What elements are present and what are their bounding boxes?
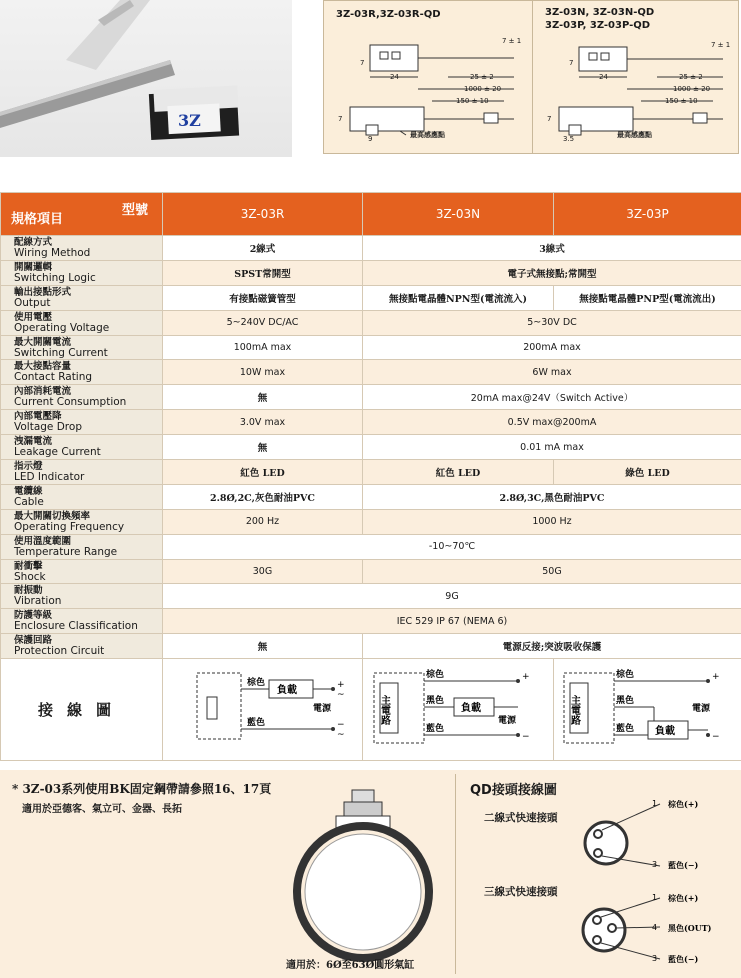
spec-value-03np: 電子式無接點;常開型 xyxy=(363,260,741,285)
spec-label-en: Current Consumption xyxy=(14,396,127,409)
spec-value-03r: 無 xyxy=(163,634,363,659)
spec-label-en: Vibration xyxy=(14,595,62,608)
sense-point-label-b: 最高感應點 xyxy=(617,130,652,139)
wiring-svg-03p xyxy=(558,663,738,753)
spec-label-zh: 使用溫度範圍 xyxy=(14,535,72,547)
qd2-pin3-label: 藍色(−) xyxy=(668,860,699,870)
photo-logo-text: 3Z xyxy=(178,111,201,130)
spec-label-zh: 保護回路 xyxy=(14,635,53,647)
spec-value-03np: 電源反接;突波吸收保護 xyxy=(363,634,741,659)
spec-label-zh: 內部電壓降 xyxy=(14,411,62,423)
load-03n: 負載 xyxy=(461,703,481,715)
wire-blue-03n: 藍色 xyxy=(426,724,445,735)
wire-blue-03p: 藍色 xyxy=(615,724,634,735)
power-03n: 電源 xyxy=(498,716,517,727)
spec-label xyxy=(1,559,163,584)
spec-row xyxy=(1,559,741,584)
spec-label-zh: 洩漏電流 xyxy=(14,436,53,448)
dim-7-1: 7 ± 1 xyxy=(502,37,522,45)
dimension-drawings xyxy=(323,0,739,154)
wire-black-03p: 黑色 xyxy=(615,696,634,707)
spec-value-03np: 2.8Ø,3C,黑色耐油PVC xyxy=(363,484,741,509)
spec-value-03np: 5~30V DC xyxy=(363,310,741,335)
dim-7-1b: 7 ± 1 xyxy=(711,41,731,49)
spec-label-zh: 耐振動 xyxy=(14,585,43,597)
dim-drawing-03r xyxy=(324,1,530,153)
spec-row xyxy=(1,360,741,385)
spec-value-03r: 2.8Ø,2C,灰色耐油PVC xyxy=(163,484,363,509)
wiring-diagram-03p xyxy=(554,659,741,761)
main-circuit-03n: 主電路 xyxy=(378,695,390,726)
spec-value-03np: 6W max xyxy=(363,360,741,385)
spec-value-all: -10~70℃ xyxy=(163,534,741,559)
spec-value-03r: 100mA max xyxy=(163,335,363,360)
spec-label-zh: 配線方式 xyxy=(14,236,53,248)
dim-title-03n: 3Z-03N, 3Z-03N-QD xyxy=(545,7,655,18)
plus-03p: + xyxy=(711,672,720,683)
qd-connector-diagrams xyxy=(560,800,740,978)
spec-row xyxy=(1,509,741,534)
dim-25: 25 ± 2 xyxy=(470,73,494,81)
spec-value-all: 9G xyxy=(163,584,741,609)
spec-row xyxy=(1,435,741,460)
wiring-row xyxy=(1,659,741,761)
spec-label-zh: 使用電壓 xyxy=(14,311,53,323)
wire-black-03n: 黑色 xyxy=(426,696,445,707)
load-03r: 負載 xyxy=(276,685,297,697)
spec-label xyxy=(1,534,163,559)
spec-label-en: Temperature Range xyxy=(14,545,118,558)
qd2-pin1-number: 1 xyxy=(652,800,658,808)
spec-label-zh: 最大開關電流 xyxy=(14,336,72,348)
spec-label xyxy=(1,285,163,310)
spec-label-en: Voltage Drop xyxy=(14,421,82,434)
corner-model-label: 型號 xyxy=(121,203,148,218)
spec-label-en: Wiring Method xyxy=(14,246,91,259)
wiring-svg-03r xyxy=(173,663,353,753)
product-photo xyxy=(0,0,292,157)
spec-label-zh: 輸出接點形式 xyxy=(14,286,72,298)
spec-value-03r: 2線式 xyxy=(163,236,363,261)
spec-label-en: Output xyxy=(14,296,51,309)
main-circuit-03p: 主電路 xyxy=(568,695,579,726)
dim-7c: 7 xyxy=(569,59,574,67)
spec-label-zh: 最大開關切換頻率 xyxy=(14,510,91,522)
spec-label xyxy=(1,460,163,485)
spec-value-03np: 0.01 mA max xyxy=(363,435,741,460)
qd2-pin3-number: 3 xyxy=(652,860,658,869)
spec-row xyxy=(1,410,741,435)
dim-7: 7 xyxy=(360,59,365,67)
tilde-03r-bottom: ~ xyxy=(336,730,345,741)
two-wire-label: 二線式快速接頭 xyxy=(484,812,558,824)
spec-label-en: Operating Frequency xyxy=(14,520,125,533)
spec-value-03np: 50G xyxy=(363,559,741,584)
spec-label xyxy=(1,634,163,659)
spec-label xyxy=(1,509,163,534)
dim-1000b: 1000 ± 20 xyxy=(673,85,711,93)
spec-label xyxy=(1,609,163,634)
dim-title-03p: 3Z-03P, 3Z-03P-QD xyxy=(545,20,651,31)
spec-row xyxy=(1,609,741,634)
spec-value-03np: 1000 Hz xyxy=(363,509,741,534)
spec-value-03r: 3.0V max xyxy=(163,410,363,435)
bottom-divider xyxy=(455,774,456,974)
spec-label-zh: 電纜線 xyxy=(14,485,43,497)
spec-row xyxy=(1,385,741,410)
minus-03p: − xyxy=(711,732,720,743)
spec-label xyxy=(1,385,163,410)
qd3-pin4-number: 4 xyxy=(652,923,658,932)
model-header-03r: 3Z-03R xyxy=(163,193,363,236)
spec-label-en: Switching Current xyxy=(14,346,108,359)
spec-label xyxy=(1,310,163,335)
spec-row xyxy=(1,460,741,485)
dim-1000: 1000 ± 20 xyxy=(464,85,502,93)
wiring-label: 接線圖 xyxy=(1,659,163,761)
spec-row xyxy=(1,634,741,659)
sense-point-label: 最高感應點 xyxy=(410,130,445,139)
spec-label-zh: 最大接點容量 xyxy=(14,361,72,373)
spec-label xyxy=(1,435,163,460)
dim-drawing-03np xyxy=(532,1,739,153)
wire-blue-03r: 藍色 xyxy=(246,718,265,729)
plus-03n: + xyxy=(522,672,530,683)
spec-label-en: Leakage Current xyxy=(14,446,101,459)
spec-label-en: Enclosure Classification xyxy=(14,620,138,633)
spec-label-en: Shock xyxy=(14,570,46,583)
spec-label-zh: 指示燈 xyxy=(14,460,43,472)
spec-value-03n: 紅色 LED xyxy=(363,460,554,485)
spec-label-zh: 開關邏輯 xyxy=(14,261,53,273)
wiring-diagram-03r xyxy=(163,659,363,761)
spec-row xyxy=(1,335,741,360)
spec-label-en: Switching Logic xyxy=(14,271,96,284)
dim-150b: 150 ± 10 xyxy=(665,97,698,105)
spec-row xyxy=(1,236,741,261)
load-03p: 負載 xyxy=(654,726,675,738)
spec-value-03p: 無接點電晶體PNP型(電流流出) xyxy=(554,285,741,310)
spec-row xyxy=(1,534,741,559)
power-03r: 電源 xyxy=(312,704,331,715)
spec-label xyxy=(1,410,163,435)
qd-title: QD接頭接線圖 xyxy=(470,783,557,798)
spec-value-03r: 無 xyxy=(163,435,363,460)
note-sub: 適用於亞德客、氣立可、金器、長拓 xyxy=(22,804,182,815)
wiring-svg-03n xyxy=(368,663,548,753)
qd3-pin4-label: 黑色(OUT) xyxy=(668,923,712,933)
sensor-photo-illustration xyxy=(0,0,292,157)
corner-spec-label: 規格項目 xyxy=(11,212,64,227)
table-corner xyxy=(1,193,163,236)
spec-value-03r: 200 Hz xyxy=(163,509,363,534)
spec-value-03p: 綠色 LED xyxy=(554,460,741,485)
spec-label-zh: 內部消耗電流 xyxy=(14,386,72,398)
spec-label-en: LED Indicator xyxy=(14,470,85,483)
spec-value-03np: 20mA max@24V（Switch Active） xyxy=(363,385,741,410)
spec-label-en: Cable xyxy=(14,495,44,508)
spec-row xyxy=(1,285,741,310)
spec-value-03r: 有接點磁簧管型 xyxy=(163,285,363,310)
dim-7d: 7 xyxy=(547,115,552,123)
spec-row xyxy=(1,484,741,509)
dim-35: 3.5 xyxy=(563,135,575,143)
spec-value-03r: 紅色 LED xyxy=(163,460,363,485)
spec-value-03r: 10W max xyxy=(163,360,363,385)
minus-03n: − xyxy=(522,732,530,743)
spec-label-zh: 耐衝擊 xyxy=(14,560,43,572)
dim-9: 9 xyxy=(368,135,373,143)
spec-value-03np: 3線式 xyxy=(363,236,741,261)
plus-03r: + xyxy=(336,680,345,691)
spec-label xyxy=(1,360,163,385)
dim-24: 24 xyxy=(390,73,399,81)
dim-150: 150 ± 10 xyxy=(456,97,489,105)
spec-label-en: Operating Voltage xyxy=(14,321,110,334)
spec-value-all: IEC 529 IP 67 (NEMA 6) xyxy=(163,609,741,634)
wire-brown-03n: 棕色 xyxy=(426,670,445,681)
spec-table xyxy=(0,192,741,761)
spec-value-03r: 30G xyxy=(163,559,363,584)
tilde-03r-top: ~ xyxy=(336,690,345,701)
spec-row xyxy=(1,584,741,609)
spec-label xyxy=(1,335,163,360)
wire-brown-03p: 棕色 xyxy=(615,670,634,681)
spec-value-03n: 無接點電晶體NPN型(電流流入) xyxy=(363,285,554,310)
spec-label xyxy=(1,260,163,285)
dim-24b: 24 xyxy=(599,73,608,81)
spec-label-zh: 防護等級 xyxy=(14,610,53,622)
spec-label xyxy=(1,484,163,509)
spec-label-en: Protection Circuit xyxy=(14,645,105,658)
dim-25b: 25 ± 2 xyxy=(679,73,703,81)
spec-value-03r: 5~240V DC/AC xyxy=(163,310,363,335)
dim-title-03r: 3Z-03R,3Z-03R-QD xyxy=(336,9,441,20)
power-03p: 電源 xyxy=(691,704,710,715)
qd3-pin1-label: 棕色(+) xyxy=(668,893,699,903)
model-header-03n: 3Z-03N xyxy=(363,193,554,236)
note-title: * 3Z-03系列使用BK固定鋼帶請參照16、17頁 xyxy=(12,782,272,796)
model-header-03p: 3Z-03P xyxy=(554,193,741,236)
spec-value-03r: SPST常開型 xyxy=(163,260,363,285)
spec-value-03r: 無 xyxy=(163,385,363,410)
note-title-text: 3Z-03系列使用BK固定鋼帶請參照16、17頁 xyxy=(22,782,272,796)
qd2-pin1-label: 棕色(+) xyxy=(668,800,699,809)
qd3-pin3-number: 3 xyxy=(652,954,658,963)
spec-label xyxy=(1,236,163,261)
spec-row xyxy=(1,310,741,335)
three-wire-label: 三線式快速接頭 xyxy=(484,886,558,898)
qd3-pin3-label: 藍色(−) xyxy=(668,954,699,964)
spec-value-03np: 0.5V max@200mA xyxy=(363,410,741,435)
dim-7b: 7 xyxy=(338,115,343,123)
spec-label-en: Contact Rating xyxy=(14,371,93,384)
fit-text: 適用於：6Ø至63Ø圓形氣缸 xyxy=(286,960,415,971)
bracket-illustration xyxy=(290,788,450,978)
spec-label xyxy=(1,584,163,609)
minus-03r: − xyxy=(336,720,345,731)
wire-brown-03r: 棕色 xyxy=(246,678,265,689)
qd3-pin1-number: 1 xyxy=(652,893,658,902)
wiring-diagram-03n xyxy=(363,659,554,761)
spec-value-03np: 200mA max xyxy=(363,335,741,360)
spec-row xyxy=(1,260,741,285)
